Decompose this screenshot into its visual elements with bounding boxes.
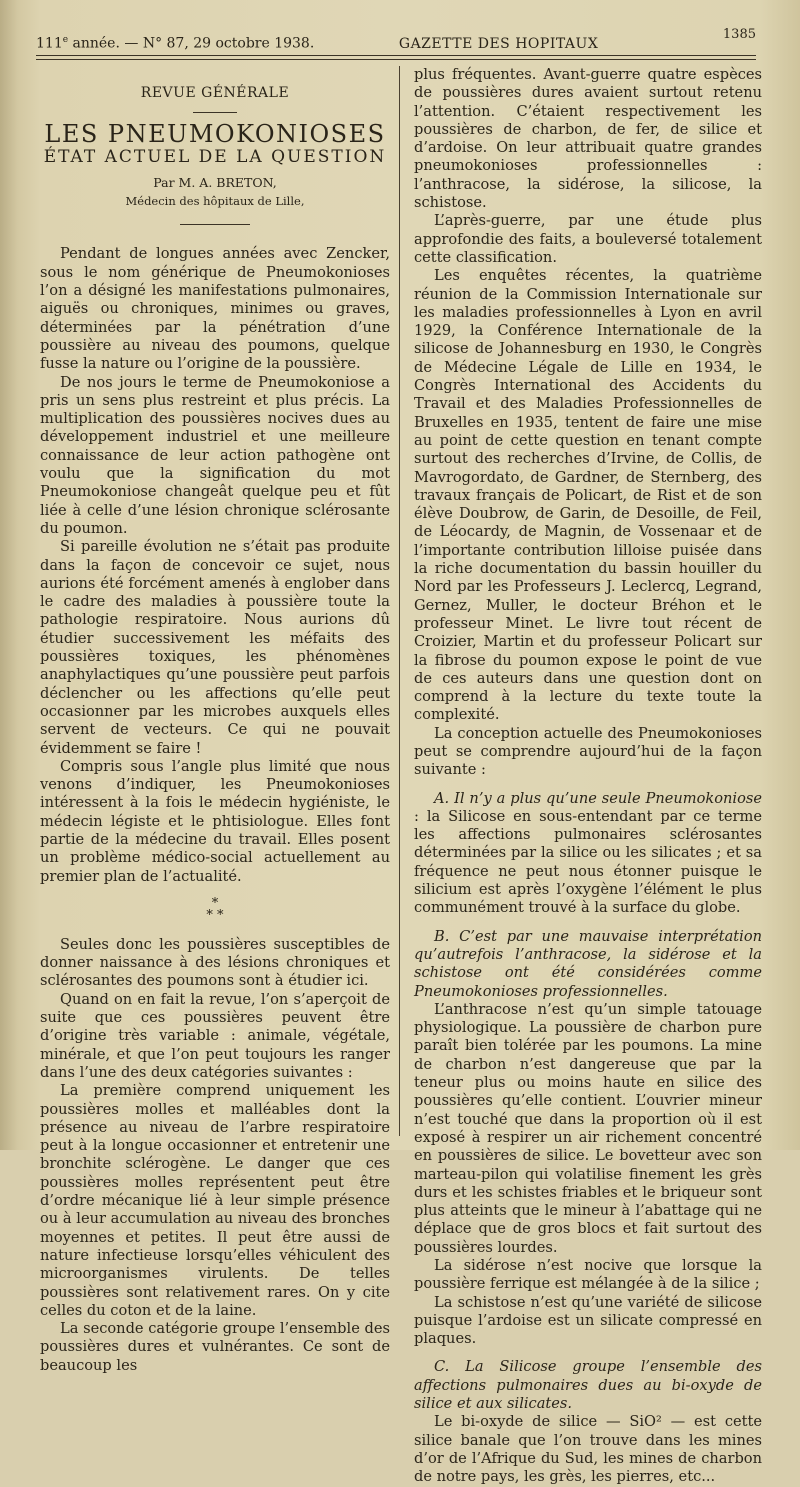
journal-name: GAZETTE DES HOPITAUX — [398, 36, 599, 52]
paragraph: La première comprend uniquement les poussières molles et malléables dont la présence au niveau de l’arbre respiratoire peut à la longue occasionner et entretenir une bronchite sclérogène. Le danger que ces poussières molles représentent peut être d’ordre mécanique lié à leur simple présence ou à leur accumulation au niveau des bronches moyennes et petites. Il peut être aussi de nature infectieuse lorsqu’elles véhiculent des microorganismes virulents. De telles poussières sont relativement rares. On y cite celles du coton et de la laine. — [40, 1082, 390, 1319]
paragraph: La sidérose n’est nocive que lorsque la poussière ferrique est mélangée à de la silice ; — [414, 1257, 762, 1293]
point-a-heading: A. Il n’y a plus qu’une seule Pneumokoniose — [434, 789, 762, 807]
article-title: LES PNEUMOKONIOSES — [44, 120, 386, 149]
paragraph: Quand on en fait la revue, l’on s’aperçoit de suite que ces poussières peuvent être d’origine très variable : animale, végétale, minérale, et que l’on peut toujours les ranger dans l’une des deux catégories suivantes : — [40, 990, 390, 1081]
paragraph: Pendant de longues années avec Zencker, sous le nom générique de Pneumokonioses l’on a désigné les manifestations pulmonaires, aiguës ou chroniques, minimes ou graves, déterminées par la pénétration d’une poussière au niveau des poumons, quelque fusse la nature ou l’origine de la poussière. — [40, 245, 390, 373]
paragraph: La conception actuelle des Pneumokonioses peut se comprendre aujourd’hui de la façon suivante : — [414, 724, 762, 779]
paragraph: La schistose n’est qu’une variété de silicose puisque l’ardoise est un silicate compressé en plaques. — [414, 1293, 762, 1348]
header-rule-top — [36, 55, 756, 56]
paragraph: L’après-guerre, par une étude plus approfondie des faits, a bouleversé totalement cette classification. — [414, 212, 762, 266]
header-rule-bottom — [36, 59, 756, 60]
paragraph: De nos jours le terme de Pneumokoniose a pris un sens plus restreint et plus précis. La multiplication des poussières nocives dues au développement industriel et une meilleure connaissance de leur action pathogène ont voulu que la signification du mot Pneumokoniose changeât quelque peu et fût liée à celle d’une lésion chronique sclérosante du poumon. — [40, 373, 390, 537]
paragraph: Si pareille évolution ne s’était pas produite dans la façon de concevoir ce sujet, nous aurions été forcément amenés à englober dans le cadre des maladies à poussière toute la pathologie respiratoire. Nous aurions dû étudier successivement les méfaits des poussières toxiques, les phénomènes anaphylactiques qu’une poussière peut parfois déclencher ou les affections qu’elle peut occasionner par les microbes auxquels elles servent de vecteurs. Ce qui ne pouvait évidemment se faire ! — [40, 538, 390, 757]
paragraph: Compris sous l’angle plus limité que nous venons d’indiquer, les Pneumokonioses intéressent à la fois le médecin hygiéniste, le médecin légiste et le phtisiologue. Elles font partie de la médecine du travail. Elles posent un problème médico-social actuellement au premier plan de l’actualité. — [40, 757, 390, 885]
page-number: 1385 — [722, 27, 756, 42]
paragraph: plus fréquentes. Avant-guerre quatre espèces de poussières dures avaient surtout retenu l’attention. C’étaient respectivement les poussières de charbon, de fer, de silice et d’ardoise. On leur attribuait quatre grandes pneumokonioses professionnelles : l’anthracose, la sidérose, la silicose, la schistose. — [414, 66, 762, 212]
section-title: REVUE GÉNÉRALE — [140, 85, 290, 101]
title-rule — [193, 112, 237, 113]
paragraph: Les enquêtes récentes, la quatrième réunion de la Commission Internationale sur les maladies professionnelles à Lyon en avril 1929, la Conférence Internationale de la silicose de Johannesburg en 1930, le Congrès de Médecine Légale de Lille en 1934, le Congrès International des Accidents du Travail et des Maladies Professionnelles de Bruxelles en 1935, tentent de faire une mise au point de cette question en tenant compte surtout des recherches d’Irvine, de Collis, de Mavrogordato, de Gardner, de Sternberg, des travaux français de Policart, de Rist et de son élève Doubrow, de Garin, de Desoille, de Feil, de Léocardy, de Magnin, de Vossenaar et de l’importante contribution lilloise puisée dans la riche documentation du bassin houiller du Nord par les Professeurs J. Leclercq, Legrand, Gernez, Muller, le docteur Bréhon et le professeur Minet. Le livre tout récent de Croizier, Martin et du professeur Policart sur la fibrose du poumon expose le point de vue de ces auteurs dans une question dont on comprend à la lecture du texte toute la complexité. — [414, 267, 762, 724]
running-header — [36, 26, 756, 52]
section-stars: * * * — [206, 895, 224, 923]
point-b: B. C’est par une mauvaise interprétation qu’autrefois l’anthracose, la sidérose et la schistose ont été considérées comme Pneumokonioses professionnelles. — [414, 927, 762, 1000]
point-a-body: : la Silicose en sous-entendant par ce terme les affections pulmonaires sclérosantes déterminées par la silice ou les silicates ; et sa fréquence ne peut nous étonner puisque le silicium est après l’oxygène l’élément le plus communément trouvé à la surface du globe. — [414, 807, 762, 917]
intro-rule — [180, 224, 250, 225]
paragraph: La seconde catégorie groupe l’ensemble des poussières dures et vulnérantes. Ce sont de beaucoup les — [40, 1320, 390, 1374]
author-line: Par M. A. BRETON, — [153, 174, 277, 190]
column-divider — [399, 66, 400, 1136]
paragraph: Le bi-oxyde de silice — SiO² — est cette silice banale que l’on trouve dans les mines d’or de l’Afrique du Sud, les mines de charbon de notre pays, les grès, les pierres, etc... — [414, 1413, 762, 1486]
article-subtitle: ÉTAT ACTUEL DE LA QUESTION — [43, 146, 387, 167]
author-affiliation: Médecin des hôpitaux de Lille, — [125, 194, 305, 209]
left-column — [40, 76, 390, 1375]
point-c: C. La Silicose groupe l’ensemble des affections pulmonaires dues au bi-oxyde de silice et aux silicates. — [414, 1358, 762, 1413]
paragraph: Seules donc les poussières susceptibles de donner naissance à des lésions chroniques et sclérosantes des poumons sont à étudier ici. — [40, 935, 390, 990]
paragraph: L’anthracose n’est qu’un simple tatouage physiologique. La poussière de charbon pure paraît bien tolérée par les poumons. La mine de charbon n’est dangereuse que par la teneur plus ou moins haute en silice des poussières qu’elle contient. L’ouvrier mineur n’est touché que dans la proportion où il est exposé à respirer un air richement concentré en poussières de silice. Le bovetteur avec son marteau-pilon qui volatilise finement les grès durs et les schistes friables et le briqueur sont plus atteints que le mineur à l’abattage qui ne déplace que de gros blocs et fait surtout des poussières lourdes. — [414, 1000, 762, 1256]
point-a — [414, 790, 762, 918]
right-column — [414, 66, 762, 1487]
issue-info: 111e année. — N° 87, 29 octobre 1938. — [36, 35, 315, 52]
